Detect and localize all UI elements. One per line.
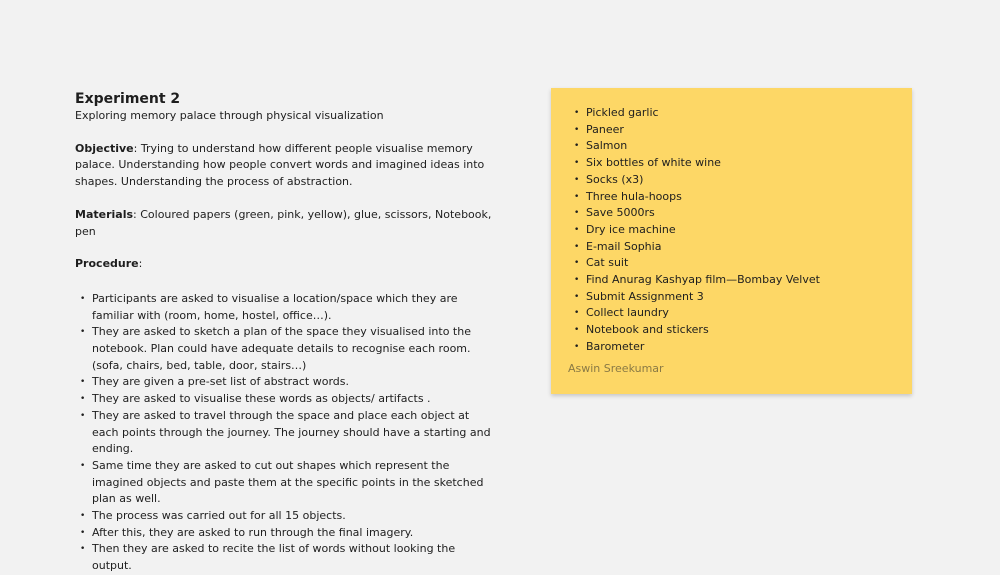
procedure-step: • Then they are asked to recite the list of words without looking the output. (75, 541, 495, 574)
list-item: • Six bottles of white wine (573, 155, 820, 172)
list-item: • Find Anurag Kashyap film—Bombay Velvet (573, 272, 820, 289)
objective-text: : Trying to understand how different people visualise memory palace. Understanding how people convert words and imagined ideas into shapes. Understanding the process of abstraction. (75, 141, 485, 189)
procedure-step: • They are given a pre-set list of abstract words. (75, 374, 495, 391)
list-item: • E-mail Sophia (573, 239, 820, 256)
word-list (573, 105, 820, 356)
list-item: • Notebook and stickers (573, 322, 820, 339)
page-title: Experiment 2 (75, 91, 181, 107)
procedure-step: • Participants are asked to visualise a location/space which they are familiar with (room, home, hostel, office…). (75, 291, 495, 324)
materials-label: Materials (75, 207, 134, 221)
list-item: • Pickled garlic (573, 105, 820, 122)
experiment-description (75, 90, 495, 575)
list-item: • Three hula-hoops (573, 189, 820, 206)
page-subtitle: Exploring memory palace through physical visualization (75, 109, 384, 122)
list-item: • Socks (x3) (573, 172, 820, 189)
list-item: • Barometer (573, 339, 820, 356)
procedure-step: • Same time they are asked to cut out shapes which represent the imagined objects and paste them at the specific points in the sketched plan as well. (75, 458, 495, 508)
list-item: • Dry ice machine (573, 222, 820, 239)
procedure-step: • They are asked to sketch a plan of the space they visualised into the notebook. Plan could have adequate details to recognise each room. (sofa, chairs, bed, table, door, stairs…) (75, 324, 495, 374)
objective-paragraph (75, 141, 495, 191)
note-author: Aswin Sreekumar (568, 362, 664, 375)
list-item: • Salmon (573, 138, 820, 155)
list-item: • Collect laundry (573, 305, 820, 322)
materials-text: : Coloured papers (green, pink, yellow), glue, scissors, Notebook, pen (75, 207, 492, 238)
procedure-step: • They are asked to travel through the space and place each object at each points through the journey. The journey should have a starting and ending. (75, 408, 495, 458)
objective-label: Objective (75, 141, 134, 155)
list-item: • Submit Assignment 3 (573, 289, 820, 306)
list-item: • Save 5000rs (573, 205, 820, 222)
procedure-heading (75, 256, 495, 273)
list-item: • Cat suit (573, 255, 820, 272)
procedure-label: Procedure (75, 257, 139, 271)
procedure-step: • They are asked to visualise these words as objects/ artifacts . (75, 391, 495, 408)
list-item: • Paneer (573, 122, 820, 139)
procedure-step: • The process was carried out for all 15 objects. (75, 508, 495, 525)
procedure-step: • After this, they are asked to run through the final imagery. (75, 525, 495, 542)
materials-paragraph (75, 207, 495, 240)
procedure-colon: : (138, 257, 143, 271)
procedure-list (75, 291, 495, 575)
sticky-note[interactable] (551, 88, 912, 394)
